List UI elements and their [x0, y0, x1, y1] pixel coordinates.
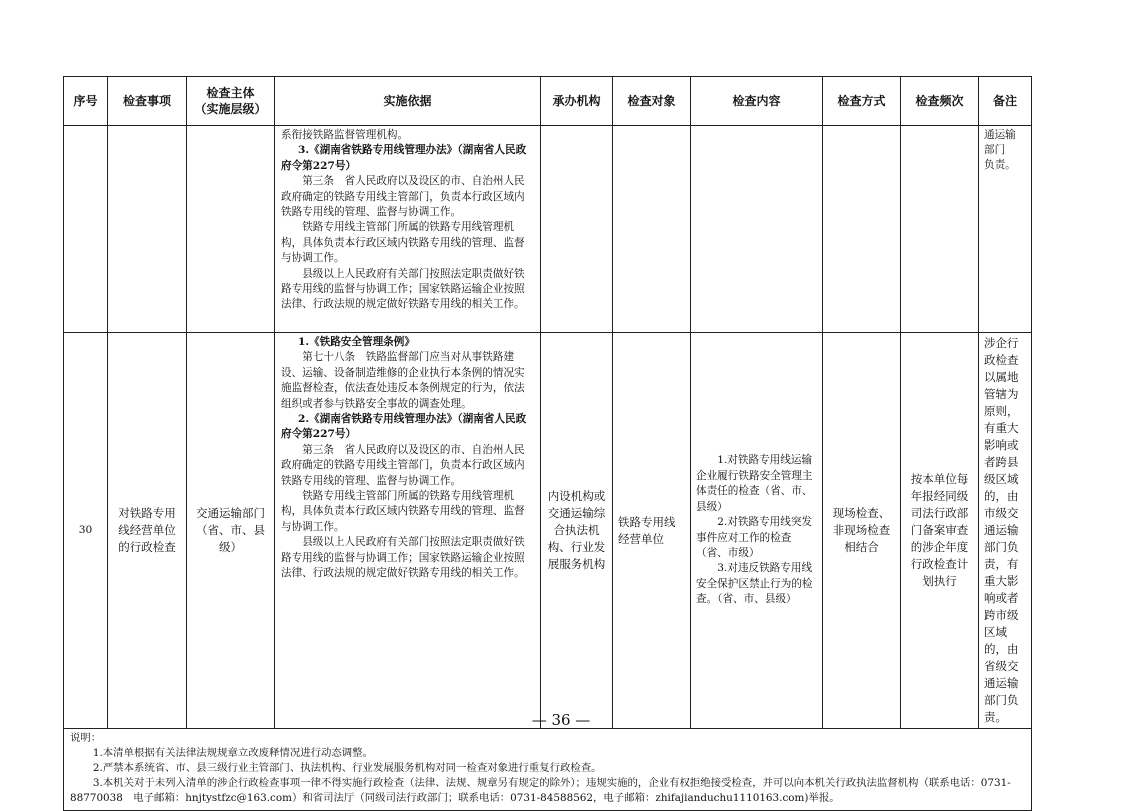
- row30-subject: 交通运输部门（省、市、县级）: [196, 506, 265, 554]
- continued-row: [64, 126, 1032, 333]
- header-basis: 实施依据: [275, 77, 541, 126]
- cont-object-cell: [613, 126, 691, 333]
- header-frequency: 检查频次: [901, 77, 979, 126]
- inspection-table: [63, 76, 1032, 811]
- row30-content-cell: [691, 333, 823, 729]
- header-remark: 备注: [979, 77, 1032, 126]
- header-subject: 检查主体 （实施层级）: [187, 77, 275, 126]
- notes-title: 说明：: [70, 732, 102, 744]
- basis-paragraph: 1.《铁路安全管理条例》: [297, 336, 415, 348]
- notes: [64, 729, 1031, 810]
- row30-remark: 涉企行政检查以属地管辖为原则，有重大影响或者跨县级区域的，由市级交通运输部门负责，有重大影响或者跨市级区域的，由省级交通运输部门负责。: [984, 336, 1019, 724]
- header-object: 检查对象: [613, 77, 691, 126]
- row30-remark-cell: [979, 333, 1032, 729]
- note-2: 2.严禁本系统省、市、县三级行业主管部门、执法机构、行业发展服务机构对同一检查对象进行重复行政检查。: [92, 762, 602, 774]
- row30-seq-cell: [64, 333, 108, 729]
- row30-subject-cell: [187, 333, 275, 729]
- notes-cell: [64, 729, 1032, 811]
- row30-frequency-cell: [901, 333, 979, 729]
- cont-subject-cell: [187, 126, 275, 333]
- cont-basis-cell: [275, 126, 541, 333]
- content-item: 2.对铁路专用线突发事件应对工作的检查（省、市级）: [696, 516, 813, 559]
- row30-basis-text: [275, 333, 540, 582]
- content-item: 1.对铁路专用线运输企业履行铁路安全管理主体责任的检查（省、市、县级）: [696, 454, 813, 513]
- row30-frequency: 按本单位每年报经同级司法行政部门备案审查的涉企年度行政检查计划执行: [910, 472, 969, 588]
- row30-agency: 内设机构或交通运输综合执法机构、行业发展服务机构: [547, 489, 606, 571]
- row30-method: 现场检查、非现场检查相结合: [832, 506, 891, 554]
- cont-content-cell: [691, 126, 823, 333]
- row30-object-cell: [613, 333, 691, 729]
- header-agency: 承办机构: [541, 77, 613, 126]
- basis-paragraph: 县级以上人民政府有关部门按照法定职责做好铁路专用线的监督与协调工作；国家铁路运输企业按照法律、行政法规的规定做好铁路专用线的相关工作。: [281, 536, 525, 580]
- basis-paragraph: 第三条 省人民政府以及设区的市、自治州人民政府确定的铁路专用线主管部门，负责本行政区域内铁路专用线的管理、监督与协调工作。: [281, 443, 525, 487]
- note-3: 3.本机关对于未列入清单的涉企行政检查事项一律不得实施行政检查（法律、法规、规章另有规定的除外）；违规实施的，企业有权拒绝接受检查，并可以向本机关行政执法监督机构（联系电话：0731-88770038 电子邮箱：hnjtystfzc@163.com）和省司法厅（同级司法行政部门；联系电话：0731-84588562，电子邮箱：zhifajianduchu1110163.com)举报。: [70, 777, 1011, 804]
- cont-item-cell: [108, 126, 187, 333]
- basis-paragraph: 3.《湖南省铁路专用线管理办法》（湖南省人民政府令第227号）: [281, 144, 527, 172]
- table-row: [64, 333, 1032, 729]
- note-1: 1.本清单根据有关法律法规规章立改废释情况进行动态调整。: [92, 747, 373, 759]
- row30-item: 对铁路专用线经营单位的行政检查: [118, 506, 176, 554]
- cont-remark-text: 通运输部门 负责。: [984, 129, 1016, 172]
- basis-paragraph: 2.《湖南省铁路专用线管理办法》（湖南省人民政府令第227号）: [281, 413, 527, 441]
- notes-row: [64, 729, 1032, 811]
- cont-agency-cell: [541, 126, 613, 333]
- basis-paragraph: 铁路专用线主管部门所属的铁路专用线管理机构，具体负责本行政区域内铁路专用线的管理、监督与协调工作。: [281, 490, 525, 533]
- row30-method-cell: [823, 333, 901, 729]
- cont-frequency-cell: [901, 126, 979, 333]
- header-row: [64, 77, 1032, 126]
- cont-basis-text: [275, 126, 540, 313]
- row30-agency-cell: [541, 333, 613, 729]
- header-content: 检查内容: [691, 77, 823, 126]
- basis-paragraph: 县级以上人民政府有关部门按照法定职责做好铁路专用线的监督与协调工作；国家铁路运输企业按照法律、行政法规的规定做好铁路专用线的相关工作。: [281, 267, 525, 311]
- header-seq: 序号: [64, 77, 108, 126]
- cont-seq-cell: [64, 126, 108, 333]
- basis-paragraph: 第三条 省人民政府以及设区的市、自治州人民政府确定的铁路专用线主管部门，负责本行政区域内铁路专用线的管理、监督与协调工作。: [281, 175, 525, 219]
- content-item: 3.对违反铁路专用线安全保护区禁止行为的检查。（省、市、县级）: [696, 562, 813, 606]
- basis-paragraph: 系衔接铁路监督管理机构。: [281, 129, 409, 141]
- header-item: 检查事项: [108, 77, 187, 126]
- row30-object: 铁路专用线经营单位: [618, 514, 676, 546]
- cont-method-cell: [823, 126, 901, 333]
- row30-item-cell: [108, 333, 187, 729]
- row30-content: [691, 451, 822, 609]
- row30-basis-cell: [275, 333, 541, 729]
- basis-paragraph: 第七十八条 铁路监督部门应当对从事铁路建设、运输、设备制造维修的企业执行本条例的情况实施监督检查，依法查处违反本条例规定的行为，依法组织或者参与铁路安全事故的调查处理。: [281, 351, 525, 410]
- basis-paragraph: 铁路专用线主管部门所属的铁路专用线管理机构，具体负责本行政区域内铁路专用线的管理、监督与协调工作。: [281, 221, 525, 265]
- cont-remark-cell: [979, 126, 1032, 333]
- page-number: — 36 —: [531, 711, 591, 729]
- header-method: 检查方式: [823, 77, 901, 126]
- row30-seq: 30: [78, 523, 93, 536]
